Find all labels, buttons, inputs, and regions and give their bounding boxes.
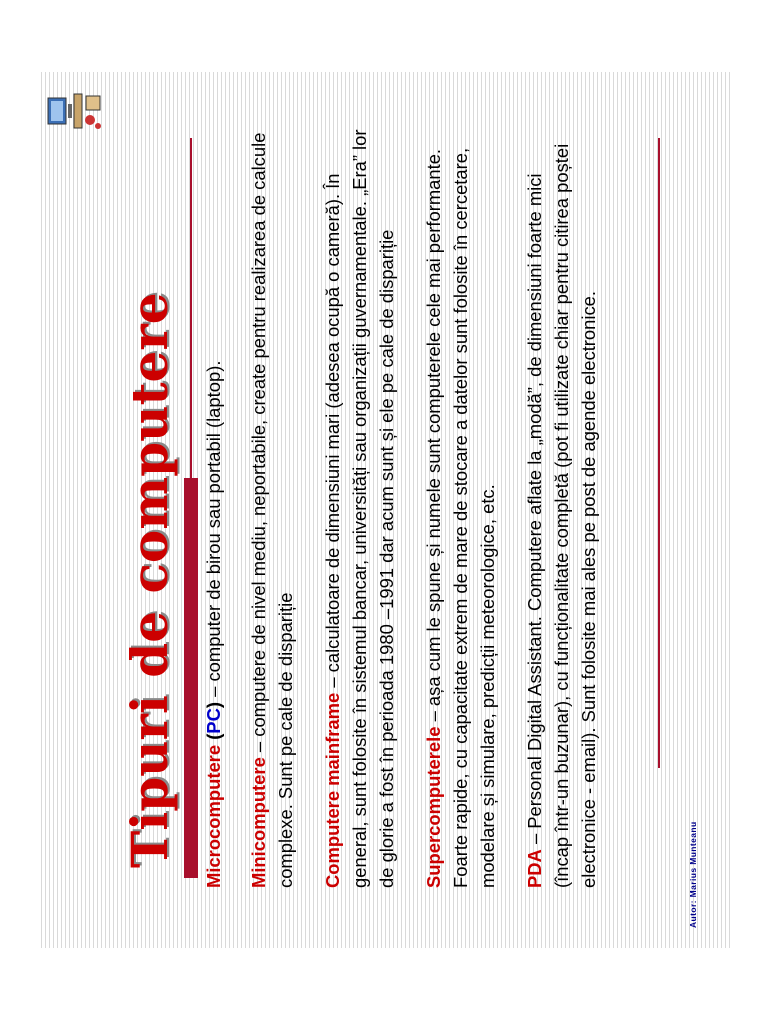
slide-content: [38, 72, 730, 948]
item-text: – Personal Digital Assistant. Computere aflate la „modă”, de dimensiuni foarte mici (încap într-un buzunar), cu funcționalitate completă (pot fi utilizate chiar pentru citirea poștei electronice - email). Sunt folosite mai ales pe post de agende electronice.: [524, 143, 599, 888]
item-term: Computere mainframe: [322, 692, 343, 888]
item-term: Minicomputere: [248, 757, 269, 888]
slide: [38, 72, 730, 948]
item-text: – calculatoare de dimensiuni mari (adesea ocupă o cameră). În general, sunt folosite în sistemul bancar, universități sau organizații guvernamentale. „Era” lor de glorie a fost în perioada 1980 –1991 dar acum sunt și ele pe cale de dispariție: [322, 129, 397, 888]
title-underline-line: [190, 138, 192, 478]
author-credit: Autor: Marius Munteanu: [688, 821, 698, 928]
list-item-minicomputere: [245, 128, 299, 888]
item-abbreviation: PC: [203, 708, 224, 734]
list-item-pda: [521, 128, 602, 888]
slide-title: Tipuri de computere: [120, 292, 179, 868]
item-text: – computere de nivel mediu, neportabile, create pentru realizarea de calcule complexe. Sunt pe cale de dispariție: [248, 132, 296, 888]
list-item-supercomputere: [420, 128, 501, 888]
item-term: PDA: [524, 849, 545, 888]
item-term: Microcomputere: [203, 744, 224, 888]
list-item-microcomputere: Microcomputere (PC) – computer de birou sau portabil (laptop).: [203, 360, 224, 888]
item-text: – computer de birou sau portabil (laptop).: [203, 360, 224, 702]
computer-clipart-icon: [44, 88, 104, 132]
computer-types-list: [200, 128, 622, 888]
item-term: Supercomputerele: [423, 726, 444, 888]
title-underline-bar: [184, 478, 198, 878]
list-item-mainframe: [319, 128, 400, 888]
decorative-line: [658, 138, 660, 768]
item-text: – așa cum le spune și numele sunt computerele cele mai performante. Foarte rapide, cu capacitate extrem de mare de stocare a datelor sunt folosite în cercetare, modelare și simulare, predicții meteorologice, etc.: [423, 147, 498, 888]
